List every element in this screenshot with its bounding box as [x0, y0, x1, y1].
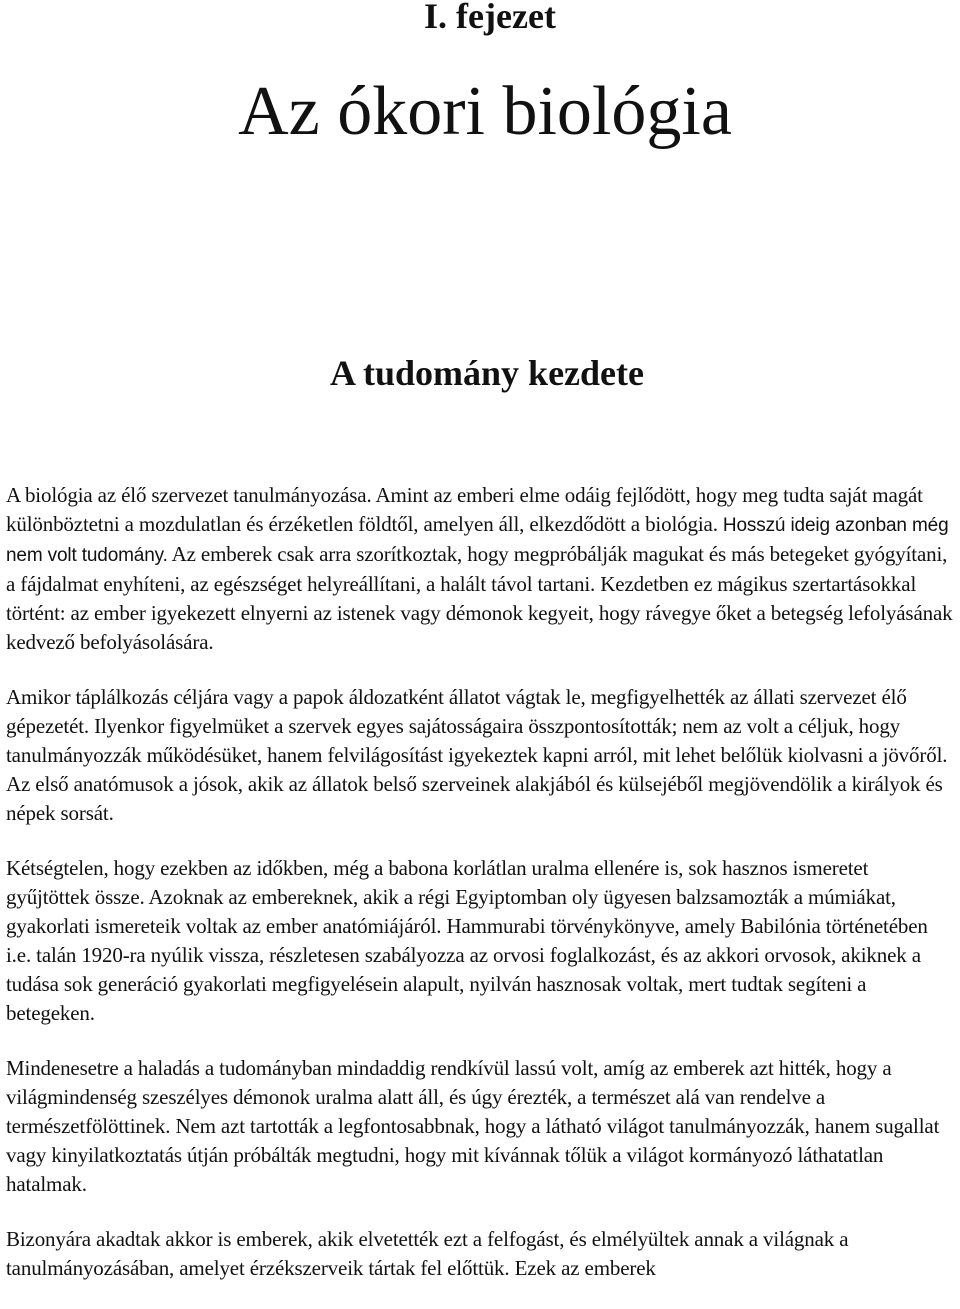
paragraph-1: [6, 481, 956, 657]
chapter-title: Az ókori biológia: [238, 73, 732, 150]
chapter-label: I. fejezet: [424, 0, 556, 36]
paragraph-5: Bizonyára akadtak akkor is emberek, akik elvetették ezt a felfogást, és elmélyültek annak a világnak a tanulmányozásában, amelyet érzékszerveik tártak fel előttük. Ezek az emberek: [6, 1227, 849, 1280]
paragraph-1-part-2: Hosszú ideig azonban még nem volt tudomány.: [6, 515, 949, 566]
section-title: A tudomány kezdete: [330, 353, 644, 393]
paragraph-1-part-1: A biológia az élő szervezet tanulmányozása. Amint az emberi elme odáig fejlődött, hogy meg tudta saját magát különböztetni a mozdulatlan és érzéketlen földtől, amelyen áll, elkezdődött a biológia.: [6, 483, 923, 536]
paragraph-2: Amikor táplálkozás céljára vagy a papok áldozatként állatot vágtak le, megfigyelhették az állati szervezet élő gépezetét. Ilyenkor figyelmüket a szervek egyes sajátosságaira összpontosították; nem az volt a céljuk, hogy tanulmányozzák működésüket, hanem felvilágosítást igyekeztek kapni arról, mit lehet belőlük kiolvasni a jövőről. Az első anatómusok a jósok, akik az állatok belső szerveinek alakjából és külsejéből megjövendölik a királyok és népek sorsát.: [6, 685, 948, 825]
body-text: [6, 481, 956, 1309]
paragraph-1-part-3: Az emberek csak arra szorítkoztak, hogy megpróbálják magukat és más betegeket gyógyítani, a fájdalmat enyhíteni, az egészséget helyreállítani, a halált távol tartani. Kezdetben ez mágikus szertartásokkal történt: az ember igyekezett elnyerni az istenek vagy démonok kegyeit, hogy rávegye őket a betegség lefolyásának kedvező befolyásolására.: [6, 542, 953, 654]
paragraph-4: Mindenesetre a haladás a tudományban mindaddig rendkívül lassú volt, amíg az emberek azt hitték, hogy a világmindenség szeszélyes démonok uralma alatt áll, és úgy érezték, a természet alá van rendelve a természetfölöttinek. Nem azt tartották a legfontosabbnak, hogy a látható világot tanulmányozzák, hanem sugallat vagy kinyilatkoztatás útján próbálták megtudni, hogy mit kívánnak tőlük a világot kormányozó láthatatlan hatalmak.: [6, 1056, 940, 1196]
paragraph-3: Kétségtelen, hogy ezekben az időkben, még a babona korlátlan uralma ellenére is, sok hasznos ismeretet gyűjtöttek össze. Azoknak az embereknek, akik a régi Egyiptomban oly ügyesen balzsamozták a múmiákat, gyakorlati ismereteik voltak az ember anatómiájáról. Hammurabi törvénykönyve, amely Babilónia történetében i.e. talán 1920-ra nyúlik vissza, részletesen szabályozza az orvosi foglalkozást, és az akkori orvosok, akiknek a tudása sok generáció gyakorlati megfigyelésein alapult, nyilván hasznosak voltak, mert tudtak segíteni a betegeken.: [6, 856, 928, 1025]
